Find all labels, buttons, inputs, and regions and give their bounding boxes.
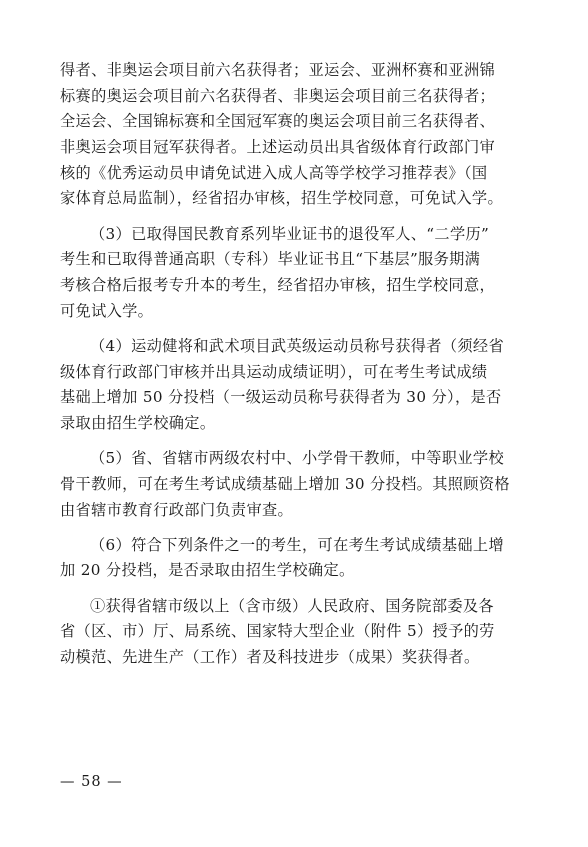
text-line: 标赛的奥运会项目前六名获得者、非奥运会项目前三名获得者；	[60, 86, 496, 105]
paragraph-6	[60, 594, 540, 671]
paragraph-5	[60, 533, 540, 584]
text-line: 录取由招生学校确定。	[60, 413, 216, 432]
text-line: 骨干教师，可在考生考试成绩基础上增加 30 分投档。其照顾资格	[60, 474, 510, 493]
page-number: — 58 —	[60, 774, 123, 790]
paragraph-1	[60, 58, 540, 212]
text-line: （6）符合下列条件之一的考生，可在考生考试成绩基础上增	[90, 535, 504, 554]
text-line: （5）省、省辖市两级农村中、小学骨干教师，中等职业学校	[90, 449, 504, 468]
text-line: 核的《优秀运动员申请免试进入成人高等学校学习推荐表》（国	[60, 163, 488, 182]
text-line: 得者、非奥运会项目前六名获得者；亚运会、亚洲杯赛和亚洲锦	[60, 61, 496, 79]
text-line: ①获得省辖市级以上（含市级）人民政府、国务院部委及各	[90, 596, 494, 615]
text-line: 家体育总局监制），经省招办审核，招生学校同意，可免试入学。	[60, 189, 503, 208]
text-line: 省（区、市）厅、局系统、国家特大型企业（附件 5）授予的劳	[60, 622, 495, 641]
paragraph-4	[60, 446, 540, 523]
text-line: 考生和已取得普通高职（专科）毕业证书且“下基层”服务期满	[60, 250, 481, 269]
paragraph-2	[60, 222, 540, 325]
text-line: 可免试入学。	[60, 301, 154, 320]
text-line: 考核合格后报考专升本的考生，经省招办审核，招生学校同意，	[60, 276, 496, 294]
text-line: 由省辖市教育行政部门负责审查。	[60, 500, 294, 519]
text-line: 基础上增加 50 分投档（一级运动员称号获得者为 30 分），是否	[60, 388, 502, 407]
document-body	[60, 58, 540, 671]
text-line: 级体育行政部门审核并出具运动成绩证明），可在考生考试成绩	[60, 362, 488, 381]
text-line: 加 20 分投档，是否录取由招生学校确定。	[60, 561, 355, 580]
text-line: （3）已取得国民教育系列毕业证书的退役军人、“二学历”	[90, 224, 490, 243]
text-line: （4）运动健将和武术项目武英级运动员称号获得者（须经省	[90, 336, 504, 355]
paragraph-3	[60, 334, 540, 437]
text-line: 动模范、先进生产（工作）者及科技进步（成果）奖获得者。	[60, 647, 480, 666]
text-line: 全运会、全国锦标赛和全国冠军赛的奥运会项目前三名获得者、	[60, 112, 496, 131]
text-line: 非奥运会项目冠军获得者。上述运动员出具省级体育行政部门审	[60, 138, 496, 157]
